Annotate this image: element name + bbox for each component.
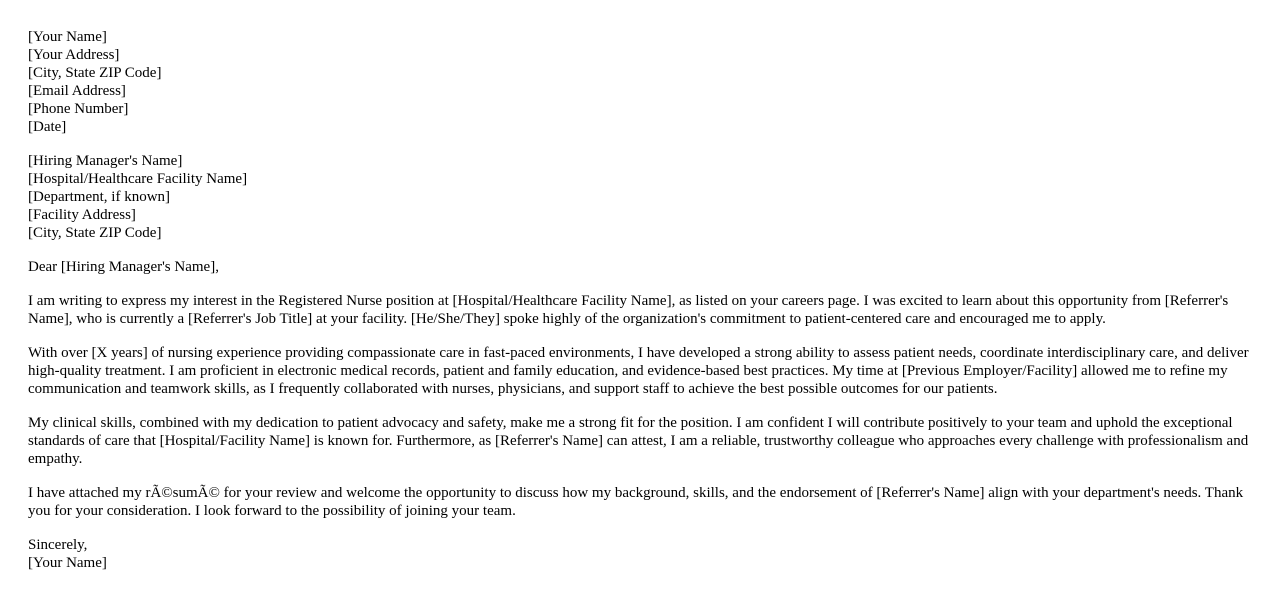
- recipient-manager-name: [Hiring Manager's Name]: [28, 153, 183, 169]
- body-paragraph-experience: With over [X years] of nursing experience providing compassionate care in fast-paced environments, I have developed a strong ability to assess patient needs, coordinate interdisciplinary care, and deliver high-quality treatment. I am proficient in electronic medical records, patient and family education, and evidence-based best practices. My time at [Previous Employer/Facility] allowed me to refine my communication and teamwork skills, as I frequently collaborated with nurses, physicians, and support staff to achieve the best possible outcomes for our patients.: [28, 345, 1249, 397]
- recipient-block: [28, 152, 1254, 242]
- closing-block: [28, 536, 1254, 572]
- recipient-facility-name: [Hospital/Healthcare Facility Name]: [28, 171, 248, 187]
- salutation: Dear [Hiring Manager's Name],: [28, 259, 219, 275]
- body-paragraph-intro: I am writing to express my interest in the Registered Nurse position at [Hospital/Healthcare Facility Name], as listed on your careers page. I was excited to learn about this opportunity from [Referrer's Name], who is currently a [Referrer's Job Title] at your facility. [He/She/They] spoke highly of the organization's commitment to patient-centered care and encouraged me to apply.: [28, 293, 1229, 327]
- sender-name: [Your Name]: [28, 29, 107, 45]
- recipient-city-state-zip: [City, State ZIP Code]: [28, 225, 162, 241]
- sender-address: [Your Address]: [28, 47, 120, 63]
- valediction: Sincerely,: [28, 537, 88, 553]
- sender-city-state-zip: [City, State ZIP Code]: [28, 65, 162, 81]
- sender-phone: [Phone Number]: [28, 101, 129, 117]
- recipient-department: [Department, if known]: [28, 189, 171, 205]
- sender-email: [Email Address]: [28, 83, 126, 99]
- recipient-facility-address: [Facility Address]: [28, 207, 136, 223]
- signature-name: [Your Name]: [28, 555, 107, 571]
- sender-block: [28, 28, 1254, 136]
- body-paragraph-closing: I have attached my rÃ©sumÃ© for your review and welcome the opportunity to discuss how my background, skills, and the endorsement of [Referrer's Name] align with your department's needs. Thank you for your consideration. I look forward to the possibility of joining your team.: [28, 485, 1244, 519]
- cover-letter: [28, 28, 1254, 572]
- body-paragraph-fit: My clinical skills, combined with my dedication to patient advocacy and safety, make me a strong fit for the position. I am confident I will contribute positively to your team and uphold the exceptional standards of care that [Hospital/Facility Name] is known for. Furthermore, as [Referrer's Name] can attest, I am a reliable, trustworthy colleague who approaches every challenge with professionalism and empathy.: [28, 415, 1249, 467]
- letter-date: [Date]: [28, 119, 67, 135]
